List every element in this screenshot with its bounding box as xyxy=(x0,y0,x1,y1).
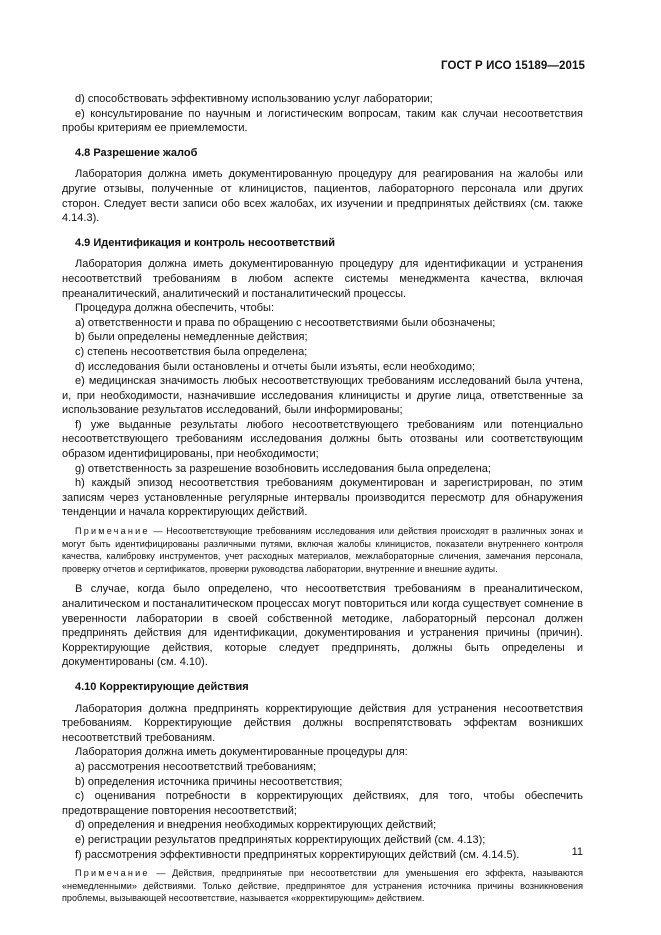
list-item-4-10-a: a) рассмотрения несоответствий требованиям; xyxy=(75,760,317,773)
note-text: — Несоответствующие требованиям исследования или действия происходят в различных зонах и могут быть идентифицированы различными путями, включая жалобы клиницистов, показатели внутреннего контроля качества, калибровку инструментов, учет расходных материалов, межлабораторные сличения, замечания персонала, проверку отчетов и сертификатов, проверки руководства лаборатории, внутренние и внешние аудиты. xyxy=(62,526,583,574)
section-4-10-note xyxy=(62,867,583,905)
section-4-9-note xyxy=(62,525,583,575)
section-4-10-title: 4.10 Корректирующие действия xyxy=(75,680,249,693)
note-label: Примечание xyxy=(75,868,150,879)
list-item-4-9-f: f) уже выданные результаты любого несоответствующего требованиям или потенциально несоответствующего требованиям исследования должны быть отозваны или соответствующим образом идентифицированы, при необходимости; xyxy=(62,418,583,461)
standard-header: ГОСТ Р ИСО 15189—2015 xyxy=(440,60,585,72)
section-4-8-paragraph: Лаборатория должна иметь документированную процедуру для реагирования на жалобы или другие отзывы, полученные от клиницистов, пациентов, лабораторного персонала или других сторон. Следует вести записи обо всех жалобах, их изучении и предпринятых действиях (см. также 4.14.3). xyxy=(62,168,583,225)
page-content xyxy=(62,92,583,905)
list-item-4-10-c: c) оценивания потребности в корректирующих действиях, для того, чтобы обеспечить предотвращение повторения несоответствий; xyxy=(62,790,583,817)
list-item-4-9-a: a) ответственности и права по обращению с несоответствиями были обозначены; xyxy=(75,316,496,329)
note-label: Примечание xyxy=(75,526,150,537)
note-text: — Действия, предпринятые при несоответствии для уменьшения его эффекта, называются «немедленными» действиями. Только действие, предпринятое для устранения источника причины возникновения проблемы, вызывающей несоответствие, называется «корректирующим» действием. xyxy=(62,868,583,904)
list-item-4-10-f: f) рассмотрения эффективности предпринятых корректирующих действий (см. 4.14.5). xyxy=(75,848,520,861)
section-4-10-paragraph-2: Лаборатория должна иметь документированные процедуры для: xyxy=(75,746,408,759)
section-4-9-paragraph-3: В случае, когда было определено, что несоответствия требованиям в преаналитическом, аналитическом и постаналитическом процессах могут повториться или когда существует сомнение в уверенности лаборатории в своей собственной методике, лабораторный персонал должен предпринять действия для идентификации, документирования и устранения причины (причин). Корректирующие действия, которые следует предпринять, должны быть определены и документированы (см. 4.10). xyxy=(62,583,583,669)
intro-item-e: e) консультирование по научным и логистическим вопросам, таким как случаи несоответствия пробы критериям ее приемлемости. xyxy=(62,107,583,135)
list-item-4-9-d: d) исследования были остановлены и отчеты были изъяты, если необходимо; xyxy=(75,360,476,373)
section-4-9-title: 4.9 Идентификация и контроль несоответствий xyxy=(75,236,335,249)
section-4-9-paragraph-1: Лаборатория должна иметь документированную процедуру для идентификации и устранения несоответствий требованиям в любом аспекте системы менеджмента качества, включая преаналитический, аналитический и постаналитический процессы. xyxy=(62,258,583,300)
list-item-4-10-b: b) определения источника причины несоответствия; xyxy=(75,775,343,788)
list-item-4-9-g: g) ответственность за разрешение возобновить исследования была определена; xyxy=(75,462,491,475)
intro-item-d: d) способствовать эффективному использованию услуг лаборатории; xyxy=(75,93,433,105)
section-4-8-title: 4.8 Разрешение жалоб xyxy=(75,146,198,159)
list-item-4-9-c: c) степень несоответствия была определена; xyxy=(75,345,308,358)
list-item-4-9-b: b) были определены немедленные действия; xyxy=(75,331,308,344)
section-4-9-paragraph-2: Процедура должна обеспечить, чтобы: xyxy=(75,302,275,315)
list-item-4-10-e: e) регистрации результатов предпринятых корректирующих действий (см. 4.13); xyxy=(75,833,486,846)
section-4-10-paragraph-1: Лаборатория должна предпринять корректирующие действия для устранения несоответствия требованиям. Корректирующие действия должны воспрепятствовать эффектам возникших несоответствий требованиям. xyxy=(62,702,583,744)
list-item-4-9-e: e) медицинская значимость любых несоответствующих требованиям исследований была учтена, и, при необходимости, назначившие исследования клиницисты и другие лица, ответственные за использование результатов исследований, были информированы; xyxy=(62,375,583,417)
page-number: 11 xyxy=(571,846,583,858)
list-item-4-9-h: h) каждый эпизод несоответствия требованиям документирован и зарегистрирован, по этим записям через установленные регулярные интервалы производится пересмотр для обнаружения тенденции и начала корректирующих действий. xyxy=(62,477,583,519)
list-item-4-10-d: d) определения и внедрения необходимых корректирующих действий; xyxy=(75,819,437,832)
